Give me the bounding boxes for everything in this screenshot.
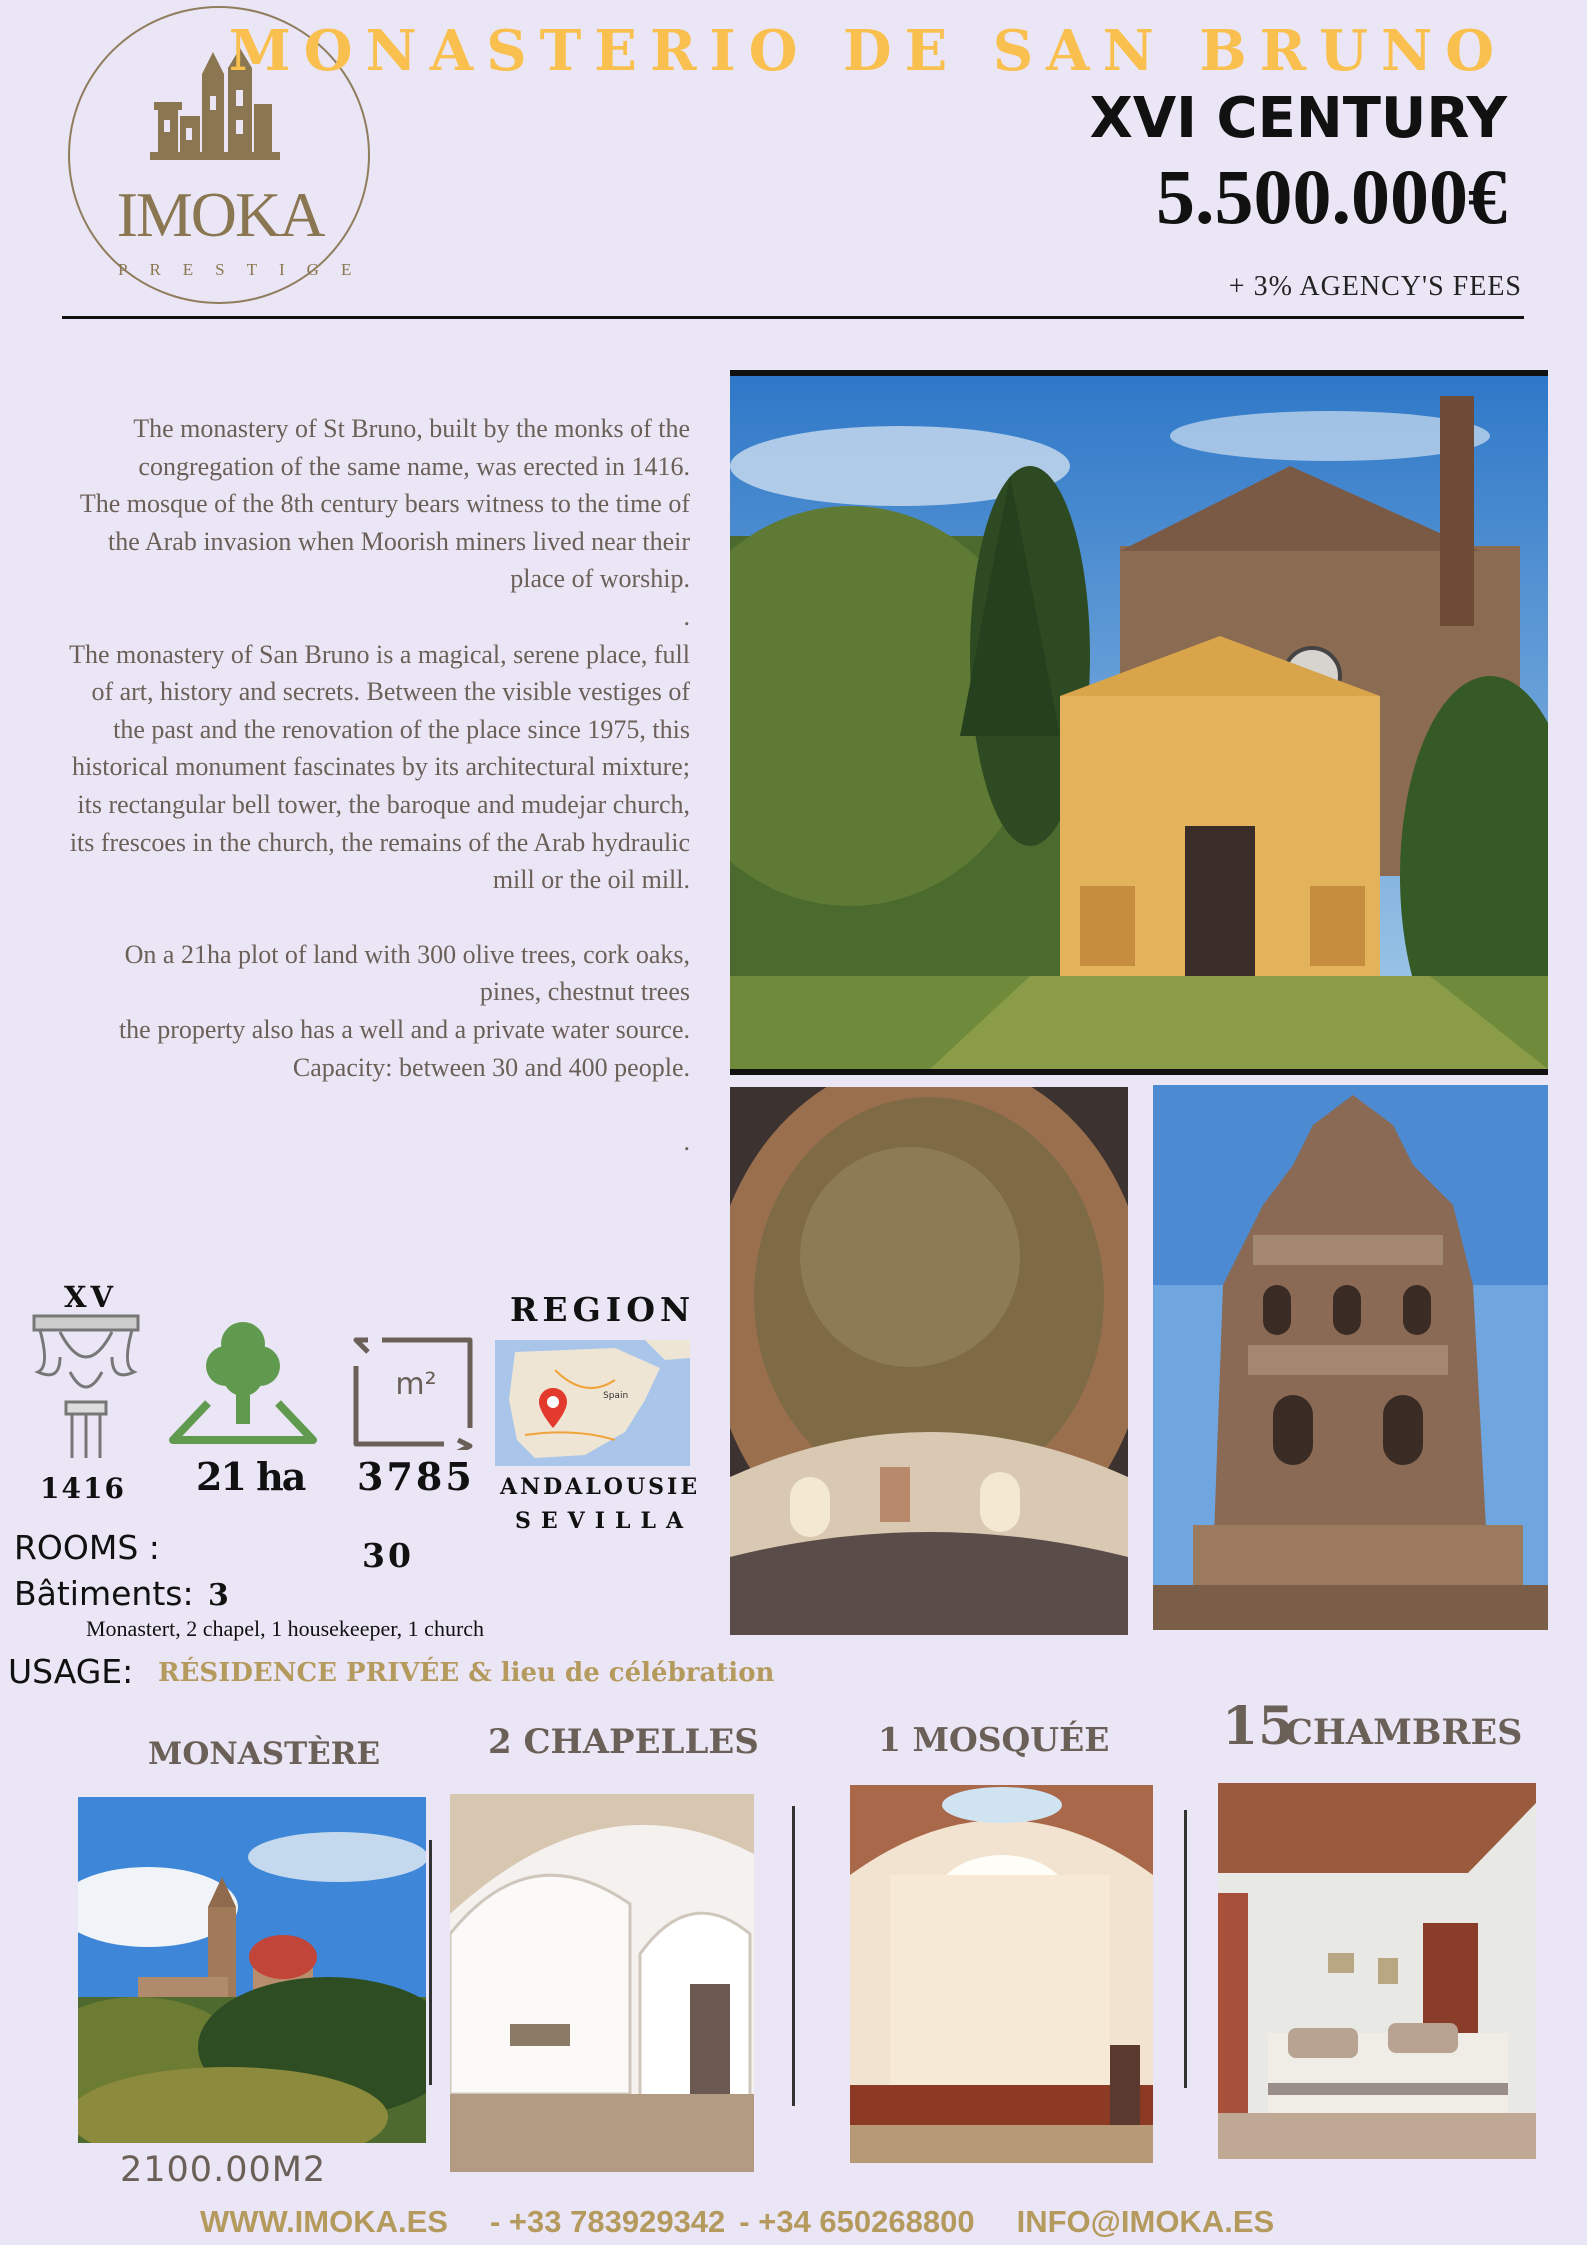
map-pin-icon: [539, 1388, 567, 1428]
column-capital-icon: [30, 1312, 142, 1462]
region-label: REGION: [510, 1290, 696, 1329]
agency-fees: + 3% AGENCY'S FEES: [1228, 271, 1522, 302]
area-icon: [352, 1336, 474, 1450]
phone-es[interactable]: - +34 650268800: [739, 2204, 975, 2239]
rooms-label: ROOMS :: [14, 1528, 160, 1567]
map-label: Spain: [603, 1391, 629, 1401]
header-divider: [62, 316, 1524, 319]
monastery-heading: MONASTÈRE: [148, 1736, 381, 1772]
land-size: 21 ha: [196, 1454, 305, 1499]
rooms-value: 30: [362, 1536, 414, 1575]
land-tree-icon: [168, 1318, 318, 1450]
built-area: 3785: [357, 1454, 475, 1499]
rooms-count: 15: [1222, 1696, 1295, 1757]
description-paragraph: The monastery of San Bruno is a magical, serene place, full of art, history and secrets. Between the visible vestiges of the past and the renovation of the place since 1975, this historical monument fascinates by its architectural mixture; its rectangular bell tower, the baroque and mudejar church, its frescoes in the church, the remains of the Arab hydraulic mill or the oil mill.: [69, 639, 690, 895]
description-paragraph: On a 21ha plot of land with 300 olive trees, cork oaks, pines, chestnut trees: [124, 939, 690, 1007]
footer-contacts: [200, 2204, 1400, 2240]
description-paragraph: the property also has a well and a private water source.: [118, 1014, 690, 1044]
description: [60, 410, 690, 1161]
century-subtitle: XVI CENTURY: [1089, 86, 1507, 151]
email-link[interactable]: INFO@IMOKA.ES: [1016, 2204, 1275, 2239]
description-paragraph: The monastery of St Bruno, built by the monks of the congregation of the same name, was erected in 1416.: [133, 414, 690, 481]
dome-fresco-photo: [730, 1087, 1128, 1635]
phone-fr[interactable]: - +33 783929342: [489, 2204, 726, 2239]
buildings-value: 3: [208, 1578, 229, 1613]
spacer: [60, 899, 690, 936]
mosque-heading: 1 MOSQUÉE: [878, 1720, 1110, 1759]
buildings-list: Monastert, 2 chapel, 1 housekeeper, 1 church: [86, 1616, 485, 1641]
description-paragraph: Capacity: between 30 and 400 people.: [292, 1052, 690, 1082]
area-unit-label: m²: [395, 1367, 437, 1402]
region-name: ANDALOUSIE: [500, 1474, 701, 1500]
price: 5.500.000€: [1156, 153, 1507, 240]
divider: [429, 1840, 432, 2085]
website-link[interactable]: WWW.IMOKA.ES: [200, 2204, 448, 2239]
chapel-photo: [450, 1794, 754, 2172]
chapels-heading: 2 CHAPELLES: [488, 1722, 759, 1762]
spacer: [60, 1086, 690, 1123]
region-map: [495, 1340, 690, 1466]
usage-value: RÉSIDENCE PRIVÉE & lieu de célébration: [158, 1658, 775, 1688]
description-paragraph: The mosque of the 8th century bears witness to the time of the Arab invasion when Moorish miners lived near their place of worship.: [79, 489, 690, 594]
bell-tower-photo: [1153, 1085, 1548, 1630]
mosque-photo: [850, 1785, 1153, 2163]
era-label: XV: [64, 1280, 118, 1314]
rooms-heading: CHAMBRES: [1285, 1712, 1523, 1753]
church-facade-photo: [730, 370, 1548, 1075]
monastery-photo: [78, 1797, 426, 2143]
divider: [792, 1806, 795, 2106]
divider: [1184, 1810, 1187, 2088]
description-dot: .: [683, 1127, 690, 1157]
monastery-area: 2100.00M2: [120, 2150, 327, 2190]
city-name: SEVILLA: [515, 1508, 694, 1534]
usage-label: USAGE:: [8, 1652, 134, 1691]
year-built: 1416: [40, 1472, 126, 1505]
page-title: MONASTERIO DE SAN BRUNO: [228, 18, 1507, 84]
description-dot: .: [683, 601, 690, 631]
bedroom-photo: [1218, 1783, 1536, 2159]
brand-name: IMOKA: [116, 179, 324, 250]
brand-tagline: PRESTIGE: [118, 260, 374, 279]
buildings-label: Bâtiments:: [14, 1574, 194, 1613]
